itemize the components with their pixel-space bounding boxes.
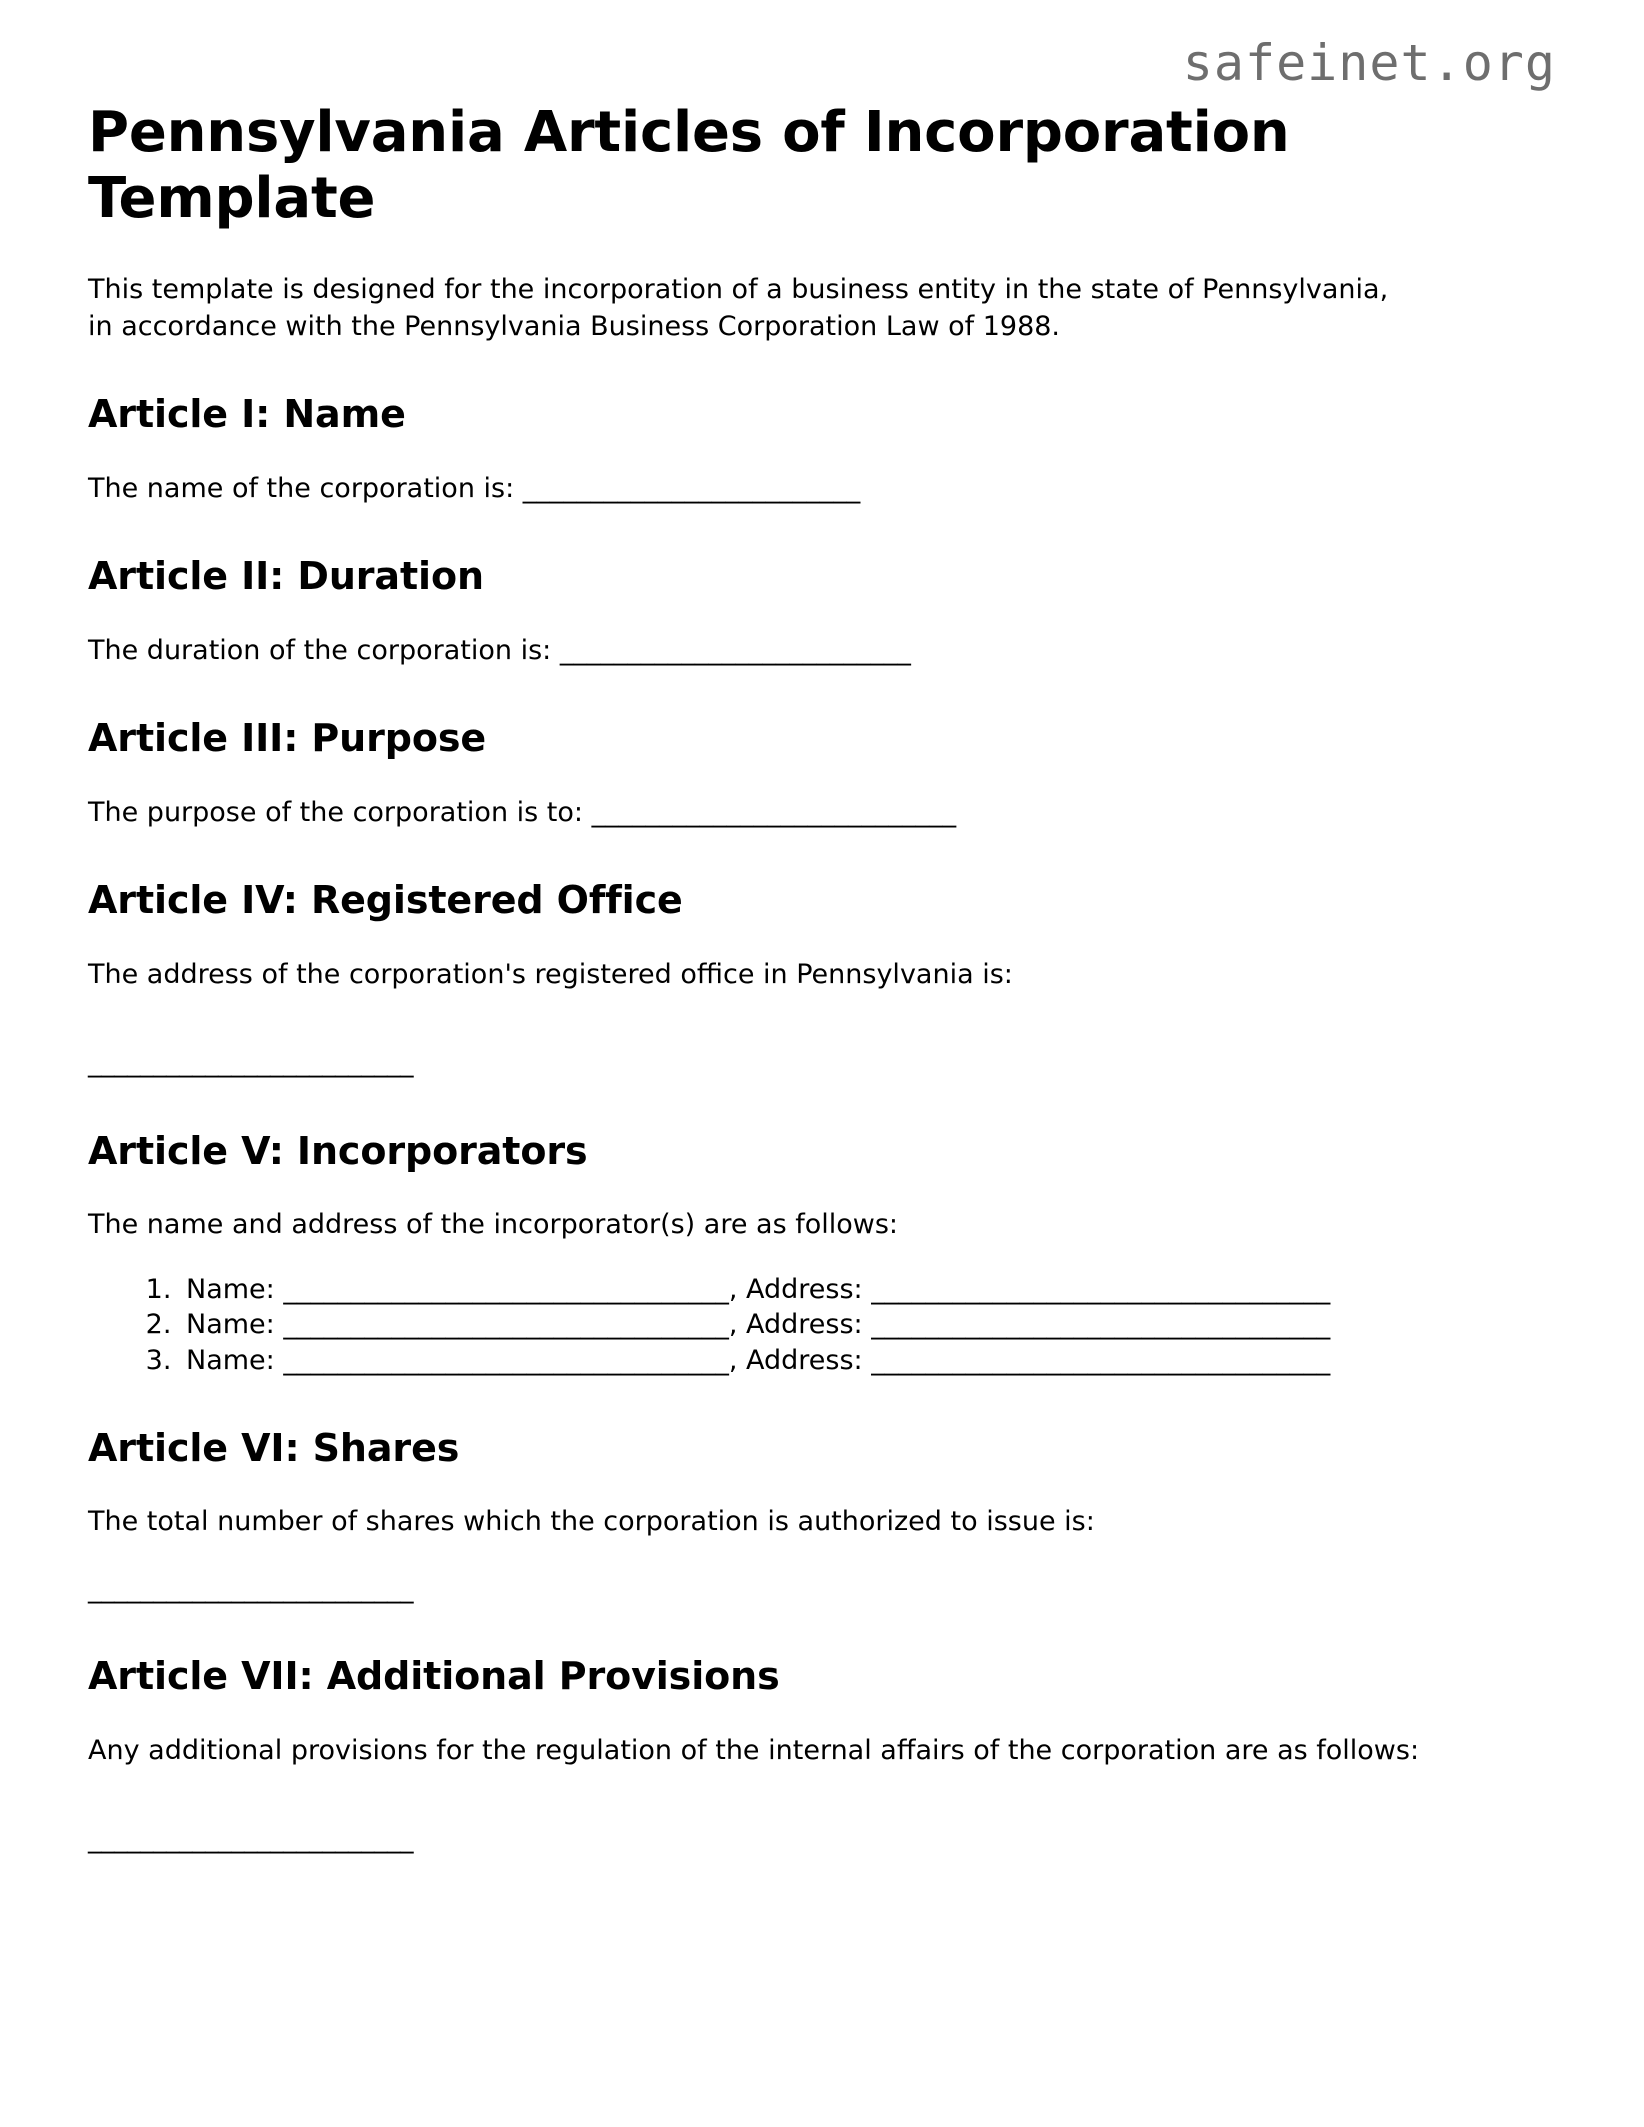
- list-item: 3. Name: _________________________________, Address: __________________________________: [180, 1343, 1556, 1379]
- article-heading-iv: Article IV: Registered Office: [88, 878, 683, 923]
- article-iv-address-blank: _________________________: [88, 1047, 413, 1079]
- article-i-name-field-line: The name of the corporation is: _________________________: [88, 472, 861, 504]
- page-title: Pennsylvania Articles of Incorporation Template: [88, 100, 1290, 232]
- site-watermark: safeinet.org: [1182, 34, 1556, 92]
- article-heading-vi: Article VI: Shares: [88, 1425, 460, 1470]
- incorporator-list: [88, 1244, 1556, 1379]
- list-item: 2. Name: _________________________________, Address: __________________________________: [180, 1307, 1556, 1343]
- article-heading-vii: Article VII: Additional Provisions: [88, 1653, 780, 1698]
- article-heading-ii: Article II: Duration: [88, 554, 484, 599]
- article-vii-provisions-blank: _________________________: [88, 1823, 413, 1854]
- list-item: 1. Name: _________________________________, Address: __________________________________: [180, 1272, 1556, 1308]
- article-vi-shares-prompt: The total number of shares which the corporation is authorized to issue is:: [88, 1506, 1095, 1538]
- article-iii-purpose-field-line: The purpose of the corporation is to: ___________________________: [88, 796, 957, 828]
- article-heading-v: Article V: Incorporators: [88, 1128, 588, 1173]
- article-heading-i: Article I: Name: [88, 392, 406, 437]
- article-vi-shares-blank: _________________________: [88, 1572, 413, 1604]
- article-v-incorporators-prompt: The name and address of the incorporator(s) are as follows:: [88, 1209, 899, 1241]
- article-ii-duration-field-line: The duration of the corporation is: __________________________: [88, 634, 911, 666]
- article-heading-iii: Article III: Purpose: [88, 716, 487, 761]
- intro-paragraph: This template is designed for the incorporation of a business entity in the state of Pennsylvania, in accordance with the Pennsylvania Business Corporation Law of 1988.: [88, 274, 1389, 342]
- article-iv-registered-office-prompt: The address of the corporation's registered office in Pennsylvania is:: [88, 958, 1013, 990]
- article-vii-provisions-prompt: Any additional provisions for the regulation of the internal affairs of the corporation are as follows:: [88, 1734, 1420, 1766]
